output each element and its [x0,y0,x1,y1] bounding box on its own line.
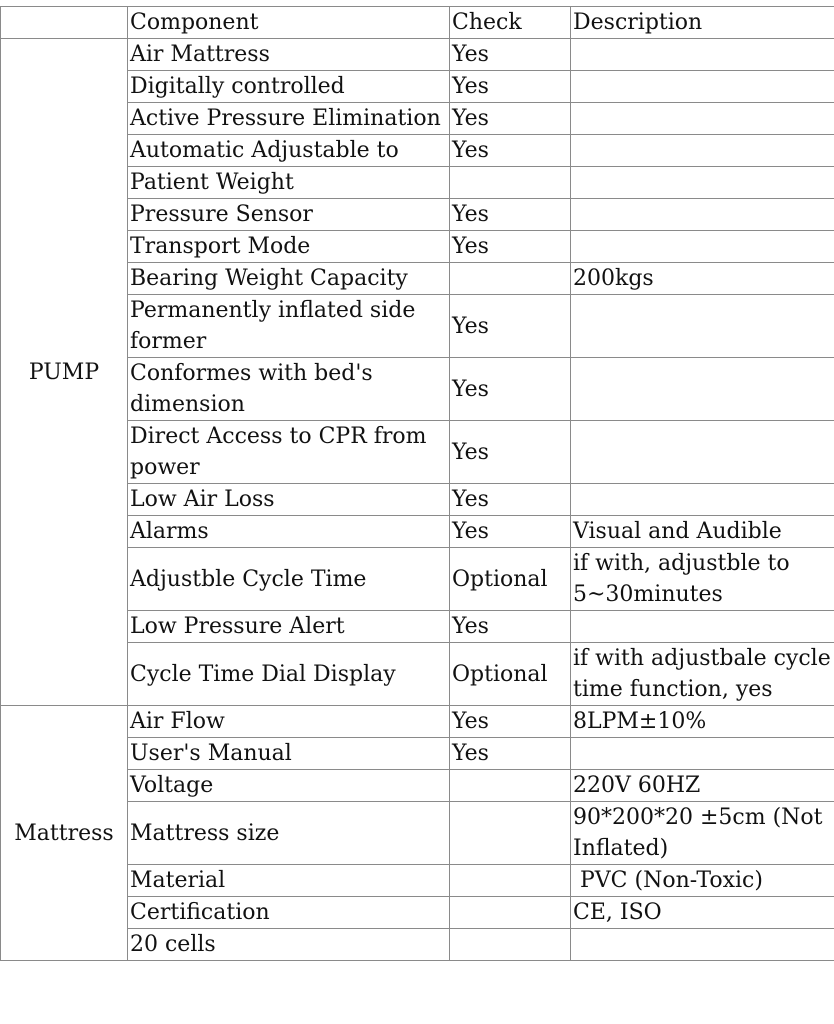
check-cell: Yes [450,295,571,358]
description-cell [571,929,834,961]
header-check: Check [450,7,571,39]
description-cell: CE, ISO [571,897,834,929]
component-cell: Direct Access to CPR from power [128,421,450,484]
component-cell: Digitally controlled [128,71,450,103]
description-cell [571,484,834,516]
check-cell: Yes [450,706,571,738]
group-mattress: Mattress [1,706,128,961]
check-cell [450,865,571,897]
check-cell: Yes [450,103,571,135]
header-component: Component [128,7,450,39]
description-cell [571,421,834,484]
component-cell: Alarms [128,516,450,548]
description-cell [571,231,834,263]
component-cell: Voltage [128,770,450,802]
check-cell: Yes [450,358,571,421]
check-cell: Yes [450,39,571,71]
spec-table [0,6,834,961]
component-cell: Material [128,865,450,897]
description-cell [571,71,834,103]
check-cell [450,929,571,961]
description-cell: 8LPM±10% [571,706,834,738]
description-cell [571,39,834,71]
check-cell [450,167,571,199]
description-cell [571,199,834,231]
check-cell: Yes [450,738,571,770]
component-cell: Air Flow [128,706,450,738]
description-cell: Visual and Audible [571,516,834,548]
description-cell [571,738,834,770]
component-cell: Active Pressure Elimination [128,103,450,135]
table-row [1,39,834,71]
check-cell: Yes [450,611,571,643]
check-cell: Yes [450,231,571,263]
component-cell: Air Mattress [128,39,450,71]
description-cell: if with, adjustble to 5~30minutes [571,548,834,611]
component-cell: Patient Weight [128,167,450,199]
component-cell: 20 cells [128,929,450,961]
check-cell [450,802,571,865]
description-cell [571,103,834,135]
component-cell: Low Air Loss [128,484,450,516]
description-cell [571,135,834,167]
check-cell: Yes [450,71,571,103]
description-cell [571,295,834,358]
check-cell: Yes [450,199,571,231]
description-cell: 90*200*20 ±5cm (Not Inflated) [571,802,834,865]
description-cell [571,611,834,643]
component-cell: Pressure Sensor [128,199,450,231]
check-cell [450,263,571,295]
table-row [1,706,834,738]
component-cell: Permanently inflated side former [128,295,450,358]
component-cell: Cycle Time Dial Display [128,643,450,706]
group-pump: PUMP [1,39,128,706]
header-group [1,7,128,39]
component-cell: Mattress size [128,802,450,865]
component-cell: Conformes with bed's dimension [128,358,450,421]
header-description: Description [571,7,834,39]
component-cell: User's Manual [128,738,450,770]
check-cell: Yes [450,421,571,484]
header-row [1,7,834,39]
component-cell: Low Pressure Alert [128,611,450,643]
description-cell: 220V 60HZ [571,770,834,802]
description-cell: 200kgs [571,263,834,295]
check-cell: Optional [450,548,571,611]
description-cell: PVC (Non-Toxic) [571,865,834,897]
component-cell: Certification [128,897,450,929]
check-cell [450,770,571,802]
description-cell [571,167,834,199]
check-cell: Optional [450,643,571,706]
check-cell: Yes [450,135,571,167]
check-cell [450,897,571,929]
description-cell [571,358,834,421]
check-cell: Yes [450,484,571,516]
check-cell: Yes [450,516,571,548]
component-cell: Adjustble Cycle Time [128,548,450,611]
component-cell: Transport Mode [128,231,450,263]
component-cell: Automatic Adjustable to [128,135,450,167]
description-cell: if with adjustbale cycle time function, yes [571,643,834,706]
component-cell: Bearing Weight Capacity [128,263,450,295]
